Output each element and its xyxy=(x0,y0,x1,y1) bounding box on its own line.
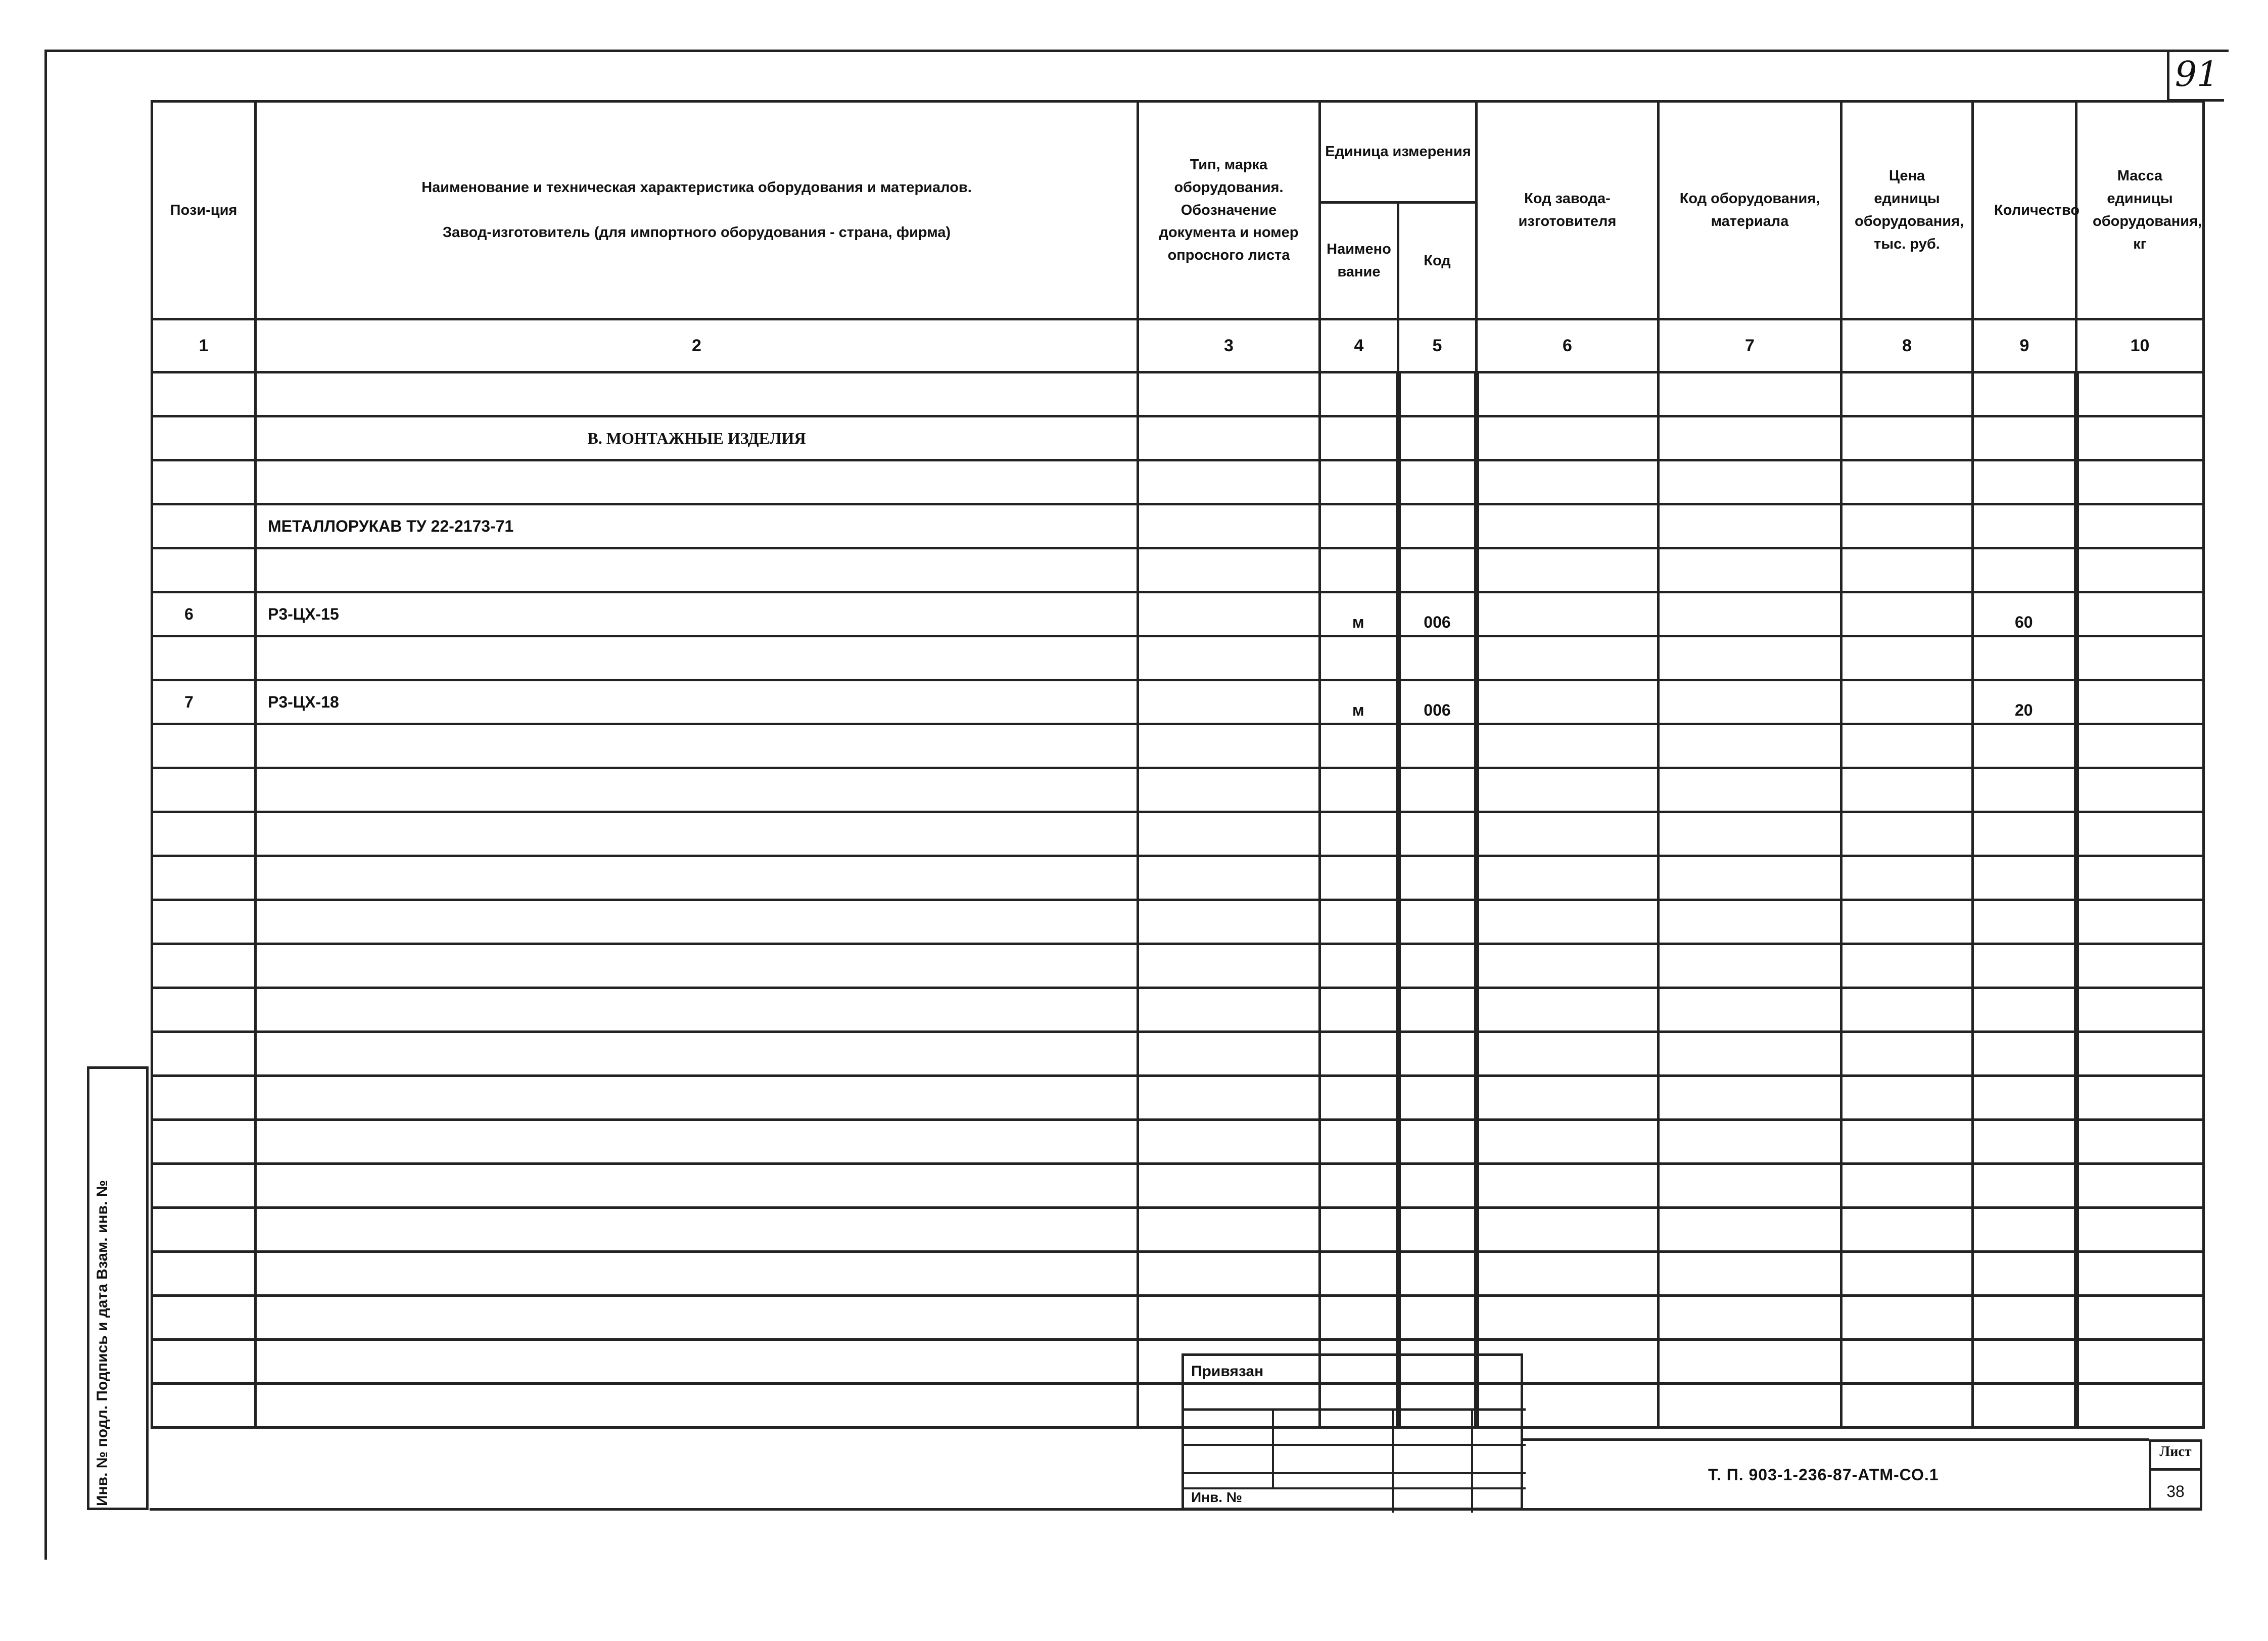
row-mass xyxy=(2076,416,2204,460)
table-row xyxy=(152,768,2204,812)
row-unit-code xyxy=(1398,548,1477,592)
row-price xyxy=(1841,856,1973,900)
row-unit-code xyxy=(1398,768,1477,812)
row-type xyxy=(1138,504,1320,548)
row-quantity xyxy=(1973,548,2076,592)
table-row xyxy=(152,636,2204,680)
row-position xyxy=(152,1164,256,1208)
row-position xyxy=(152,1120,256,1164)
row-name xyxy=(256,944,1138,988)
row-equipment-code xyxy=(1659,416,1841,460)
row-position xyxy=(152,1296,256,1340)
row-unit xyxy=(1320,548,1398,592)
row-unit xyxy=(1320,416,1398,460)
row-name xyxy=(256,812,1138,856)
row-type xyxy=(1138,416,1320,460)
row-equipment-code xyxy=(1659,592,1841,636)
row-quantity xyxy=(1973,636,2076,680)
table-row xyxy=(152,944,2204,988)
row-unit-code xyxy=(1398,1076,1477,1120)
table-bottom-line xyxy=(150,1508,2202,1511)
row-equipment-code xyxy=(1659,944,1841,988)
row-price xyxy=(1841,724,1973,768)
row-manufacturer-code xyxy=(1477,460,1659,504)
row-type xyxy=(1138,988,1320,1032)
row-unit-code xyxy=(1398,1120,1477,1164)
row-unit xyxy=(1320,372,1398,416)
row-price xyxy=(1841,460,1973,504)
row-manufacturer-code xyxy=(1477,1076,1659,1120)
row-mass xyxy=(2076,1076,2204,1120)
colnum-8: 8 xyxy=(1841,319,1973,372)
row-unit-code xyxy=(1398,1164,1477,1208)
row-name xyxy=(256,636,1138,680)
row-manufacturer-code xyxy=(1477,592,1659,636)
table-row xyxy=(152,1208,2204,1252)
row-quantity xyxy=(1973,1076,2076,1120)
row-unit-code xyxy=(1398,460,1477,504)
row-manufacturer-code xyxy=(1477,416,1659,460)
header-name-line1: Наименование и техническая характеристика оборудования и материалов. xyxy=(421,179,972,196)
row-name xyxy=(256,856,1138,900)
row-quantity xyxy=(1973,1208,2076,1252)
row-equipment-code xyxy=(1659,856,1841,900)
row-name xyxy=(256,1208,1138,1252)
row-mass xyxy=(2076,1208,2204,1252)
row-unit xyxy=(1320,944,1398,988)
row-equipment-code xyxy=(1659,1340,1841,1384)
row-unit xyxy=(1320,636,1398,680)
sheet-number: 38 xyxy=(2166,1482,2185,1501)
row-name xyxy=(256,1076,1138,1120)
row-type xyxy=(1138,548,1320,592)
row-type xyxy=(1138,900,1320,944)
row-equipment-code xyxy=(1659,988,1841,1032)
row-type xyxy=(1138,1296,1320,1340)
row-position xyxy=(152,768,256,812)
row-unit-code xyxy=(1398,724,1477,768)
row-name xyxy=(256,988,1138,1032)
row-equipment-code xyxy=(1659,636,1841,680)
row-unit: м xyxy=(1320,680,1398,724)
row-name xyxy=(256,1120,1138,1164)
colnum-2: 2 xyxy=(256,319,1138,372)
row-unit-code xyxy=(1398,812,1477,856)
row-price xyxy=(1841,1296,1973,1340)
header-quantity: Количество xyxy=(1973,102,2076,319)
row-manufacturer-code xyxy=(1477,1164,1659,1208)
row-type xyxy=(1138,812,1320,856)
row-name xyxy=(256,1384,1138,1428)
row-mass xyxy=(2076,988,2204,1032)
row-price xyxy=(1841,988,1973,1032)
table-row xyxy=(152,592,2204,636)
row-unit-code xyxy=(1398,1252,1477,1296)
row-price xyxy=(1841,1032,1973,1076)
row-name xyxy=(256,1252,1138,1296)
row-position xyxy=(152,856,256,900)
row-position xyxy=(152,636,256,680)
row-quantity xyxy=(1973,988,2076,1032)
header-equipment-code: Код оборудования, материала xyxy=(1659,102,1841,319)
row-quantity xyxy=(1973,856,2076,900)
row-position xyxy=(152,416,256,460)
title-block-line xyxy=(1523,1438,2149,1441)
row-equipment-code xyxy=(1659,1164,1841,1208)
row-mass xyxy=(2076,724,2204,768)
row-position xyxy=(152,504,256,548)
header-type: Тип, марка оборудования. Обозначение документа и номер опросного листа xyxy=(1138,102,1320,319)
row-mass xyxy=(2076,768,2204,812)
row-unit-code xyxy=(1398,416,1477,460)
row-equipment-code xyxy=(1659,1120,1841,1164)
row-quantity xyxy=(1973,416,2076,460)
row-quantity xyxy=(1973,372,2076,416)
row-mass xyxy=(2076,636,2204,680)
row-type xyxy=(1138,680,1320,724)
row-name xyxy=(256,900,1138,944)
row-equipment-code xyxy=(1659,900,1841,944)
row-name xyxy=(256,1340,1138,1384)
row-equipment-code xyxy=(1659,724,1841,768)
row-position: 7 xyxy=(152,680,256,724)
row-unit xyxy=(1320,504,1398,548)
row-mass xyxy=(2076,1120,2204,1164)
row-position xyxy=(152,1384,256,1428)
row-quantity xyxy=(1973,1252,2076,1296)
row-manufacturer-code xyxy=(1477,988,1659,1032)
row-name xyxy=(256,724,1138,768)
sheet-label: Лист xyxy=(2159,1444,2192,1460)
row-type xyxy=(1138,592,1320,636)
row-name xyxy=(256,1296,1138,1340)
row-unit-code: 006 xyxy=(1398,592,1477,636)
table-row xyxy=(152,416,2204,460)
stamp-title: Привязан xyxy=(1191,1363,1264,1380)
row-quantity xyxy=(1973,944,2076,988)
row-quantity xyxy=(1973,1120,2076,1164)
row-type xyxy=(1138,636,1320,680)
row-unit xyxy=(1320,1076,1398,1120)
header-name-line2: Завод-изготовитель (для импортного оборудования - страна, фирма) xyxy=(442,224,951,241)
row-quantity xyxy=(1973,768,2076,812)
header-unit-group: Единица измерения xyxy=(1320,102,1477,203)
row-price xyxy=(1841,1208,1973,1252)
row-price xyxy=(1841,372,1973,416)
row-name: В. МОНТАЖНЫЕ ИЗДЕЛИЯ xyxy=(256,416,1138,460)
row-manufacturer-code xyxy=(1477,768,1659,812)
row-unit xyxy=(1320,1296,1398,1340)
row-mass xyxy=(2076,856,2204,900)
row-equipment-code xyxy=(1659,768,1841,812)
table-row xyxy=(152,856,2204,900)
colnum-9: 9 xyxy=(1973,319,2076,372)
table-row xyxy=(152,460,2204,504)
row-unit xyxy=(1320,988,1398,1032)
colnum-4: 4 xyxy=(1320,319,1398,372)
row-unit-code xyxy=(1398,1032,1477,1076)
header-price: Цена единицы оборудования, тыс. руб. xyxy=(1841,102,1973,319)
row-manufacturer-code xyxy=(1477,680,1659,724)
row-name: Р3-ЦХ-15 xyxy=(256,592,1138,636)
row-manufacturer-code xyxy=(1477,548,1659,592)
row-equipment-code xyxy=(1659,372,1841,416)
row-name xyxy=(256,372,1138,416)
header-name xyxy=(256,102,1138,319)
row-name xyxy=(256,1032,1138,1076)
row-manufacturer-code xyxy=(1477,724,1659,768)
sheet-box-divider xyxy=(2151,1468,2200,1471)
row-unit xyxy=(1320,856,1398,900)
row-unit-code xyxy=(1398,1208,1477,1252)
table-row xyxy=(152,1076,2204,1120)
row-position xyxy=(152,1252,256,1296)
row-price xyxy=(1841,944,1973,988)
header-manufacturer-code: Код завода-изготовителя xyxy=(1477,102,1659,319)
table-row xyxy=(152,548,2204,592)
table-body xyxy=(152,372,2204,1428)
row-type xyxy=(1138,1120,1320,1164)
row-quantity xyxy=(1973,900,2076,944)
table-row xyxy=(152,504,2204,548)
colnum-1: 1 xyxy=(152,319,256,372)
colnum-7: 7 xyxy=(1659,319,1841,372)
row-quantity: 20 xyxy=(1973,680,2076,724)
row-mass xyxy=(2076,1384,2204,1428)
row-price xyxy=(1841,812,1973,856)
colnum-3: 3 xyxy=(1138,319,1320,372)
row-price xyxy=(1841,1340,1973,1384)
row-unit-code xyxy=(1398,504,1477,548)
row-manufacturer-code xyxy=(1477,372,1659,416)
table-row xyxy=(152,1120,2204,1164)
row-name xyxy=(256,548,1138,592)
row-price xyxy=(1841,504,1973,548)
header-position: Пози-ция xyxy=(152,102,256,319)
row-price xyxy=(1841,680,1973,724)
row-name: МЕТАЛЛОРУКАВ ТУ 22-2173-71 xyxy=(256,504,1138,548)
row-mass xyxy=(2076,1296,2204,1340)
row-position xyxy=(152,988,256,1032)
row-manufacturer-code xyxy=(1477,1032,1659,1076)
row-equipment-code xyxy=(1659,1252,1841,1296)
row-mass xyxy=(2076,1252,2204,1296)
row-mass xyxy=(2076,812,2204,856)
row-unit-code xyxy=(1398,636,1477,680)
row-name xyxy=(256,1164,1138,1208)
row-manufacturer-code xyxy=(1477,504,1659,548)
table-row xyxy=(152,680,2204,724)
table-row xyxy=(152,1164,2204,1208)
row-mass xyxy=(2076,504,2204,548)
row-price xyxy=(1841,548,1973,592)
row-type xyxy=(1138,1164,1320,1208)
row-manufacturer-code xyxy=(1477,636,1659,680)
row-unit xyxy=(1320,900,1398,944)
row-manufacturer-code xyxy=(1477,1208,1659,1252)
table-row xyxy=(152,812,2204,856)
row-unit-code xyxy=(1398,944,1477,988)
row-type xyxy=(1138,1208,1320,1252)
row-type xyxy=(1138,724,1320,768)
row-price xyxy=(1841,1120,1973,1164)
row-name xyxy=(256,460,1138,504)
row-price xyxy=(1841,636,1973,680)
row-type xyxy=(1138,372,1320,416)
row-unit xyxy=(1320,1032,1398,1076)
row-position xyxy=(152,460,256,504)
row-position xyxy=(152,1076,256,1120)
row-manufacturer-code xyxy=(1477,1252,1659,1296)
row-price xyxy=(1841,1076,1973,1120)
row-unit xyxy=(1320,1164,1398,1208)
row-name xyxy=(256,768,1138,812)
row-price xyxy=(1841,768,1973,812)
row-manufacturer-code xyxy=(1477,900,1659,944)
row-quantity xyxy=(1973,1296,2076,1340)
row-position xyxy=(152,1208,256,1252)
row-equipment-code xyxy=(1659,460,1841,504)
row-equipment-code xyxy=(1659,1384,1841,1428)
stamp-inventory-label: Инв. № xyxy=(1191,1489,1243,1505)
row-equipment-code xyxy=(1659,504,1841,548)
header-unit-code: Код xyxy=(1398,203,1477,319)
row-position xyxy=(152,812,256,856)
row-position: 6 xyxy=(152,592,256,636)
row-manufacturer-code xyxy=(1477,1296,1659,1340)
binding-stamp xyxy=(1182,1353,1523,1510)
row-unit-code: 006 xyxy=(1398,680,1477,724)
row-position xyxy=(152,724,256,768)
row-type xyxy=(1138,944,1320,988)
row-equipment-code xyxy=(1659,1296,1841,1340)
table-row xyxy=(152,1296,2204,1340)
row-equipment-code xyxy=(1659,812,1841,856)
side-strip-text: Инв. № подл. Подпись и дата Взам. инв. № xyxy=(94,1180,111,1506)
row-quantity xyxy=(1973,1340,2076,1384)
row-mass xyxy=(2076,1340,2204,1384)
row-mass xyxy=(2076,1032,2204,1076)
row-unit xyxy=(1320,812,1398,856)
row-unit xyxy=(1320,768,1398,812)
row-position xyxy=(152,1340,256,1384)
row-unit xyxy=(1320,1208,1398,1252)
row-manufacturer-code xyxy=(1477,812,1659,856)
row-equipment-code xyxy=(1659,680,1841,724)
row-unit xyxy=(1320,1120,1398,1164)
row-unit xyxy=(1320,460,1398,504)
row-equipment-code xyxy=(1659,1076,1841,1120)
row-price xyxy=(1841,1384,1973,1428)
colnum-5: 5 xyxy=(1398,319,1477,372)
row-mass xyxy=(2076,680,2204,724)
row-mass xyxy=(2076,372,2204,416)
row-price xyxy=(1841,592,1973,636)
row-quantity xyxy=(1973,1384,2076,1428)
table-row xyxy=(152,1340,2204,1384)
table-row xyxy=(152,1252,2204,1296)
handwritten-sheet-number: 91 xyxy=(2167,50,2224,102)
row-type xyxy=(1138,768,1320,812)
row-quantity xyxy=(1973,724,2076,768)
row-mass xyxy=(2076,900,2204,944)
table-row xyxy=(152,724,2204,768)
row-equipment-code xyxy=(1659,1208,1841,1252)
row-type xyxy=(1138,1252,1320,1296)
row-position xyxy=(152,548,256,592)
row-quantity: 60 xyxy=(1973,592,2076,636)
table-row xyxy=(152,988,2204,1032)
row-unit: м xyxy=(1320,592,1398,636)
row-type xyxy=(1138,1032,1320,1076)
table-row xyxy=(152,372,2204,416)
row-type xyxy=(1138,856,1320,900)
row-name: Р3-ЦХ-18 xyxy=(256,680,1138,724)
row-price xyxy=(1841,900,1973,944)
row-equipment-code xyxy=(1659,548,1841,592)
sheet-box xyxy=(2149,1439,2202,1510)
colnum-6: 6 xyxy=(1477,319,1659,372)
row-unit-code xyxy=(1398,900,1477,944)
row-mass xyxy=(2076,548,2204,592)
row-quantity xyxy=(1973,1032,2076,1076)
row-position xyxy=(152,1032,256,1076)
row-position xyxy=(152,372,256,416)
row-equipment-code xyxy=(1659,1032,1841,1076)
header-mass: Масса единицы оборудования, кг xyxy=(2076,102,2204,319)
table-row xyxy=(152,1384,2204,1428)
specification-table xyxy=(151,100,2205,1429)
colnum-10: 10 xyxy=(2076,319,2204,372)
row-quantity xyxy=(1973,1164,2076,1208)
row-quantity xyxy=(1973,460,2076,504)
row-quantity xyxy=(1973,812,2076,856)
row-price xyxy=(1841,1164,1973,1208)
header-unit-name: Наименование xyxy=(1320,203,1398,319)
row-price xyxy=(1841,1252,1973,1296)
table-row xyxy=(152,900,2204,944)
document-code: Т. П. 903-1-236-87-АТМ-СО.1 xyxy=(1708,1466,1939,1484)
row-type xyxy=(1138,1076,1320,1120)
row-type xyxy=(1138,460,1320,504)
row-unit xyxy=(1320,1252,1398,1296)
row-position xyxy=(152,900,256,944)
row-unit-code xyxy=(1398,856,1477,900)
row-manufacturer-code xyxy=(1477,944,1659,988)
row-unit-code xyxy=(1398,988,1477,1032)
row-manufacturer-code xyxy=(1477,1120,1659,1164)
row-price xyxy=(1841,416,1973,460)
row-mass xyxy=(2076,460,2204,504)
row-unit xyxy=(1320,724,1398,768)
row-manufacturer-code xyxy=(1477,856,1659,900)
row-unit-code xyxy=(1398,1296,1477,1340)
table-row xyxy=(152,1032,2204,1076)
row-position xyxy=(152,944,256,988)
row-mass xyxy=(2076,944,2204,988)
row-mass xyxy=(2076,1164,2204,1208)
row-mass xyxy=(2076,592,2204,636)
row-unit-code xyxy=(1398,372,1477,416)
row-quantity xyxy=(1973,504,2076,548)
